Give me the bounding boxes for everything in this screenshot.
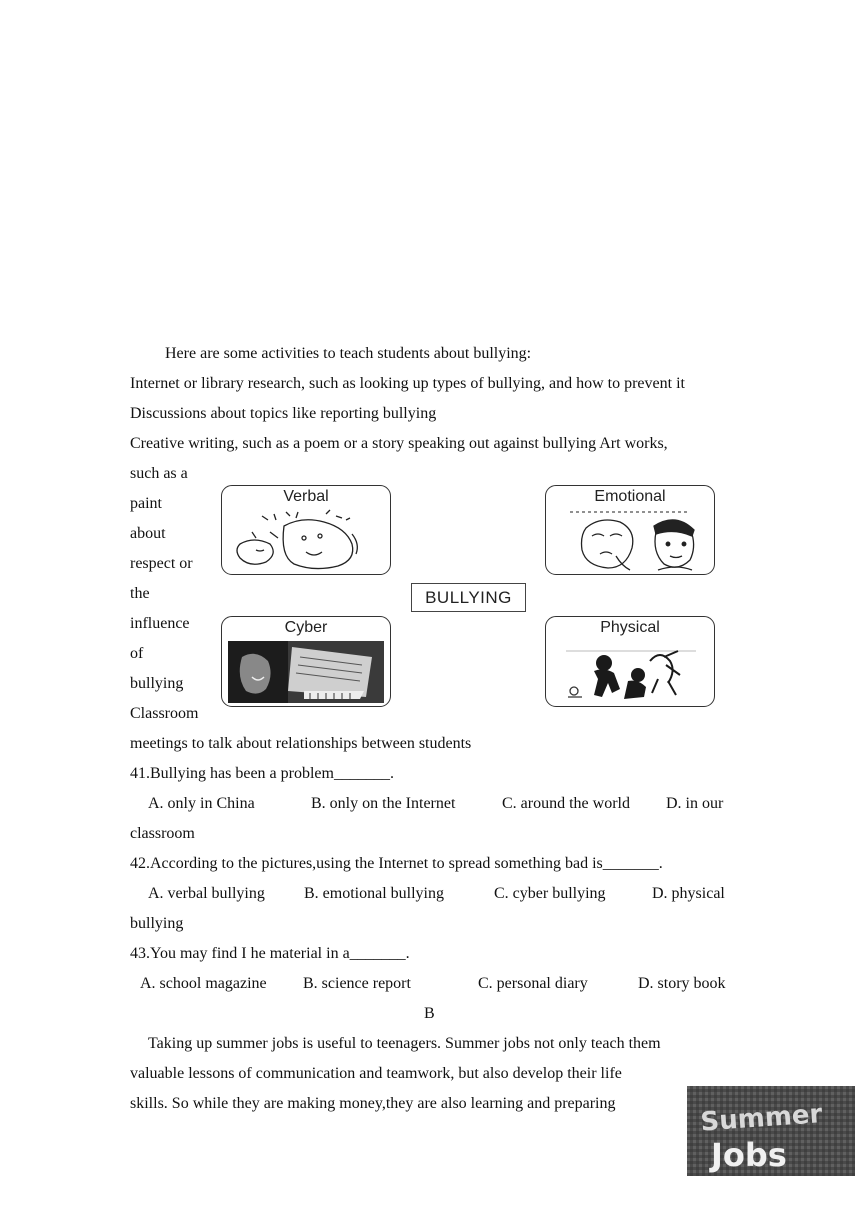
- question-43-option-a: A. school magazine: [140, 975, 267, 992]
- emotional-panel: [545, 485, 715, 575]
- passage-b-heading: B: [424, 1005, 435, 1022]
- question-43-option-c: C. personal diary: [478, 975, 588, 992]
- question-43-option-b: B. science report: [303, 975, 411, 992]
- emotional-panel-title: Emotional: [594, 488, 666, 505]
- physical-panel: [545, 616, 715, 707]
- verbal-panel: [221, 485, 391, 575]
- summer-jobs-image: [687, 1086, 855, 1176]
- passage-b-line-1: Taking up summer jobs is useful to teenagers. Summer jobs not only teach them: [148, 1035, 661, 1052]
- question-42-option-a: A. verbal bullying: [148, 885, 265, 902]
- svg-text:Summer: Summer: [699, 1099, 824, 1138]
- question-43-stem: 43.You may find I he material in a_______.: [130, 945, 410, 962]
- question-42-option-b: B. emotional bullying: [304, 885, 444, 902]
- question-41-option-d: D. in our: [666, 795, 724, 812]
- question-42-stem: 42.According to the pictures,using the Internet to spread something bad is_______.: [130, 855, 663, 872]
- wrap-word: respect or: [130, 555, 193, 572]
- verbal-illustration-icon: [222, 486, 390, 574]
- passage-b-line-3: skills. So while they are making money,they are also learning and preparing: [130, 1095, 616, 1112]
- wrap-word: of: [130, 645, 144, 662]
- wrap-word: Classroom: [130, 705, 199, 722]
- physical-panel-title: Physical: [600, 619, 660, 636]
- wrap-word: the: [130, 585, 150, 602]
- wrap-word: about: [130, 525, 166, 542]
- bullying-center-label: BULLYING: [411, 583, 526, 612]
- svg-text:Jobs: Jobs: [711, 1136, 787, 1174]
- question-42-option-d: D. physical: [652, 885, 725, 902]
- cyber-panel: [221, 616, 391, 707]
- cyber-illustration-icon: [222, 617, 390, 706]
- physical-illustration-icon: [546, 617, 714, 706]
- question-42-option-d-continued: bullying: [130, 915, 184, 932]
- question-41-option-b: B. only on the Internet: [311, 795, 456, 812]
- passage-a-intro: Here are some activities to teach students about bullying:: [165, 345, 532, 362]
- passage-a-line-3: Creative writing, such as a poem or a story speaking out against bullying Art works,: [130, 435, 668, 452]
- emotional-illustration-icon: [546, 486, 714, 574]
- passage-a-last-line: meetings to talk about relationships between students: [130, 735, 472, 752]
- passage-a-line-1: Internet or library research, such as looking up types of bullying, and how to prevent it: [130, 375, 685, 392]
- question-41-option-a: A. only in China: [148, 795, 255, 812]
- question-43-option-d: D. story book: [638, 975, 726, 992]
- question-41-stem: 41.Bullying has been a problem_______.: [130, 765, 394, 782]
- question-42-option-c: C. cyber bullying: [494, 885, 606, 902]
- wrap-word: such as a: [130, 465, 188, 482]
- passage-b-line-2: valuable lessons of communication and teamwork, but also develop their life: [130, 1065, 622, 1082]
- question-41-option-c: C. around the world: [502, 795, 630, 812]
- cyber-panel-title: Cyber: [284, 619, 328, 636]
- wrap-word: bullying: [130, 675, 184, 692]
- passage-a-line-2: Discussions about topics like reporting bullying: [130, 405, 437, 422]
- wrap-word: paint: [130, 495, 162, 512]
- question-41-option-d-continued: classroom: [130, 825, 195, 842]
- wrap-word: influence: [130, 615, 190, 632]
- verbal-panel-title: Verbal: [283, 488, 329, 505]
